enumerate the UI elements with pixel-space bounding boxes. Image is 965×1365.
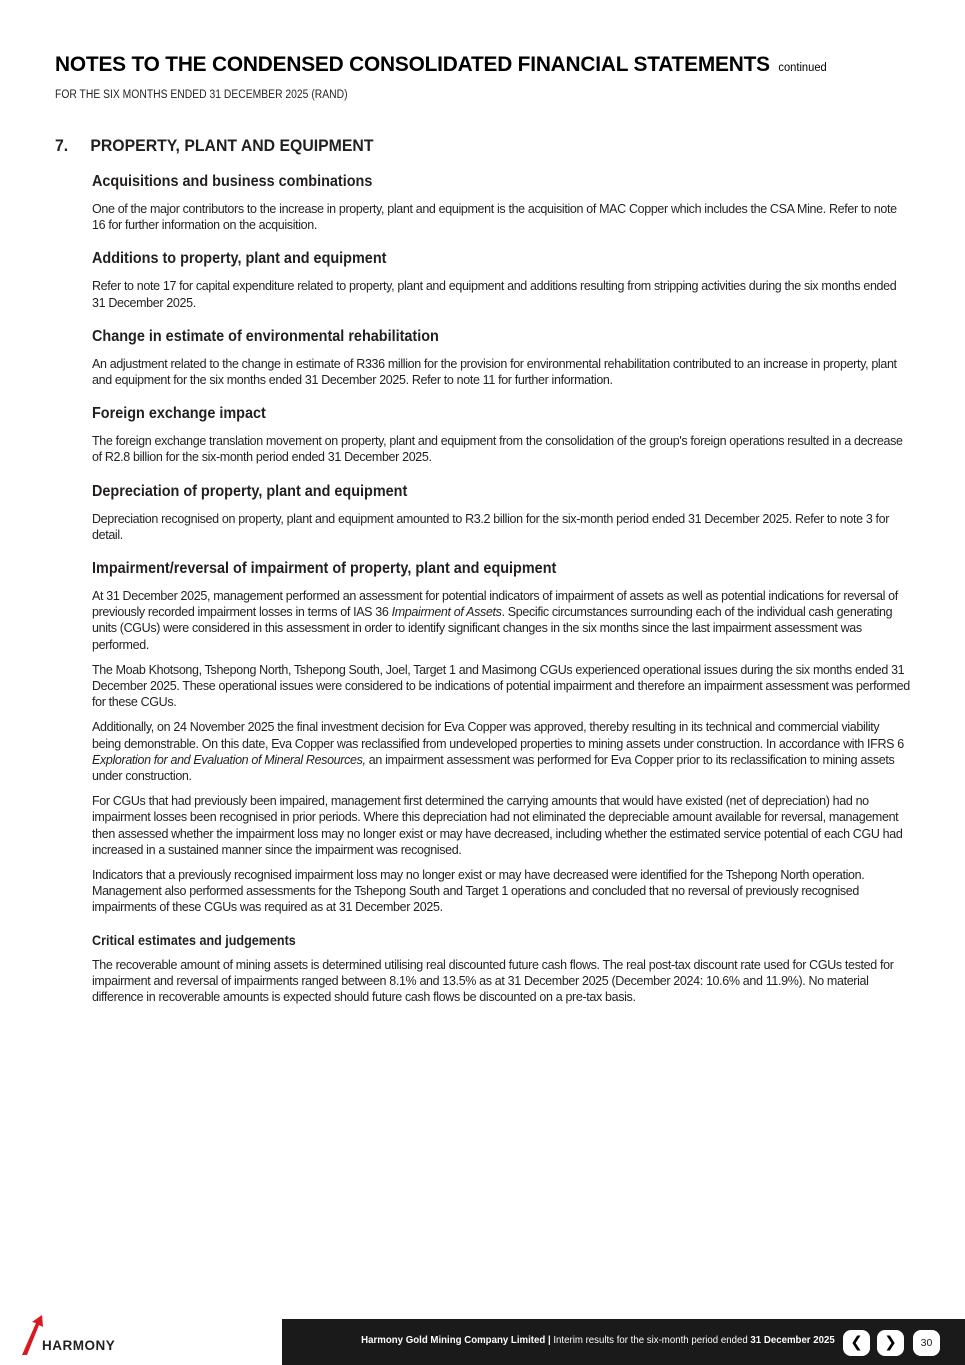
ifrs6-title: Exploration for and Evaluation of Mineral Resources, [92, 752, 366, 767]
footer-bar [282, 1319, 965, 1365]
impairment-paragraph-4: For CGUs that had previously been impaired, management first determined the carrying amounts that would have existed (net of depreciation) had no impairment losses been recognised in prior periods. Where this depreciation had not eliminated the depreciable amount available for reversal, management then assessed whether the impairment loss may no longer exist or may have decreased, including whether the estimated service potential of each CGU had increased in a sustained manner since the impairment was recognised. [92, 794, 903, 857]
rehabilitation-paragraph: An adjustment related to the change in estimate of R336 million for the provision for environmental rehabilitation contributed to an increase in property, plant and equipment for the six months ended 31 December 2025. Refer to note 11 for further information. [92, 356, 897, 388]
page-title [55, 52, 827, 77]
additions-heading: Additions to property, plant and equipment [92, 250, 387, 268]
forex-paragraph: The foreign exchange translation movement on property, plant and equipment from the consolidation of the group's foreign operations resulted in a decrease of R2.8 billion for the six-month period ended 31 December 2025. [92, 434, 903, 465]
page-subtitle: FOR THE SIX MONTHS ENDED 31 DECEMBER 2025 (RAND) [55, 89, 348, 101]
ias36-title: Impairment of Assets [391, 605, 502, 620]
page-number: 30 [913, 1330, 940, 1356]
previous-page-button[interactable] [843, 1330, 870, 1356]
impairment-paragraph-1: At 31 December 2025, management performed an assessment for potential indicators of impairment of assets as well as potential indications for reversal of previously recorded impairment losses in terms of IAS 36 Impairment of Assets. Specific circumstances surrounding each of the individual cash generating units (CGUs) were considered in this assessment in order to identify significant changes in the six months since the last impairment assessment was performed. [92, 589, 898, 652]
logo-text: HARMONY [42, 1338, 116, 1353]
section-number: 7. [55, 136, 69, 155]
impairment-paragraph-2: The Moab Khotsong, Tshepong North, Tshepong South, Joel, Target 1 and Masimong CGUs experienced operational issues during the six months ended 31 December 2025. These operational issues were considered to be indications of potential impairment and therefore an impairment assessment was performed for these CGUs. [92, 662, 910, 710]
page-title-text: NOTES TO THE CONDENSED CONSOLIDATED FINANCIAL STATEMENTS [55, 52, 770, 76]
section-content [92, 173, 910, 1014]
impairment-heading: Impairment/reversal of impairment of property, plant and equipment [92, 560, 557, 578]
depreciation-paragraph: Depreciation recognised on property, plant and equipment amounted to R3.2 billion for the six-month period ended 31 December 2025. Refer to note 3 for detail. [92, 511, 890, 542]
footer-company: Harmony Gold Mining Company Limited [361, 1334, 546, 1346]
chevron-left-icon: ❮ [850, 1334, 863, 1351]
section-title: PROPERTY, PLANT AND EQUIPMENT [90, 136, 374, 155]
footer-date: 31 December 2025 [750, 1334, 835, 1346]
depreciation-heading: Depreciation of property, plant and equipment [92, 482, 408, 500]
critical-heading: Critical estimates and judgements [92, 932, 296, 948]
footer-period: Interim results for the six-month period ended [553, 1334, 748, 1346]
rehabilitation-heading: Change in estimate of environmental rehabilitation [92, 327, 439, 345]
impairment-paragraph-3: Additionally, on 24 November 2025 the final investment decision for Eva Copper was approved, thereby resulting in its technical and commercial viability being demonstrable. On this date, Eva Copper was reclassified from undeveloped properties to mining assets under construction. In accordance with IFRS 6 Exploration for and Evaluation of Mineral Resources, an impairment assessment was performed for Eva Copper prior to its reclassification to mining assets under construction. [92, 720, 904, 784]
acquisitions-paragraph: One of the major contributors to the increase in property, plant and equipment is the acquisition of MAC Copper which includes the CSA Mine. Refer to note 16 for further information on the acquisition. [92, 202, 897, 233]
critical-paragraph: The recoverable amount of mining assets is determined utilising real discounted future cash flows. The real post-tax discount rate used for CGUs tested for impairment and reversal of impairments ranged between 8.1% and 13.5% as at 31 December 2025 (December 2024: 10.6% and 11.9%). No material difference in recoverable amounts is expected should future cash flows be discounted on a pre-tax basis. [92, 957, 894, 1005]
acquisitions-heading: Acquisitions and business combinations [92, 173, 373, 190]
continued-label: continued [778, 62, 827, 74]
chevron-right-icon: ❯ [884, 1334, 897, 1351]
next-page-button[interactable] [877, 1330, 904, 1356]
footer-separator: | [548, 1334, 551, 1346]
section-heading [55, 136, 373, 156]
footer-text [361, 1334, 835, 1346]
forex-heading: Foreign exchange impact [92, 405, 266, 423]
impairment-paragraph-5: Indicators that a previously recognised impairment loss may no longer exist or may have decreased were identified for the Tshepong North operation. Management also performed assessments for the Tshepong South and Target 1 operations and concluded that no reversal of previously recognised impairments of these CGUs was required as at 31 December 2025. [92, 868, 865, 915]
additions-paragraph: Refer to note 17 for capital expenditure related to property, plant and equipment and additions resulting from stripping activities during the six months ended 31 December 2025. [92, 279, 897, 310]
